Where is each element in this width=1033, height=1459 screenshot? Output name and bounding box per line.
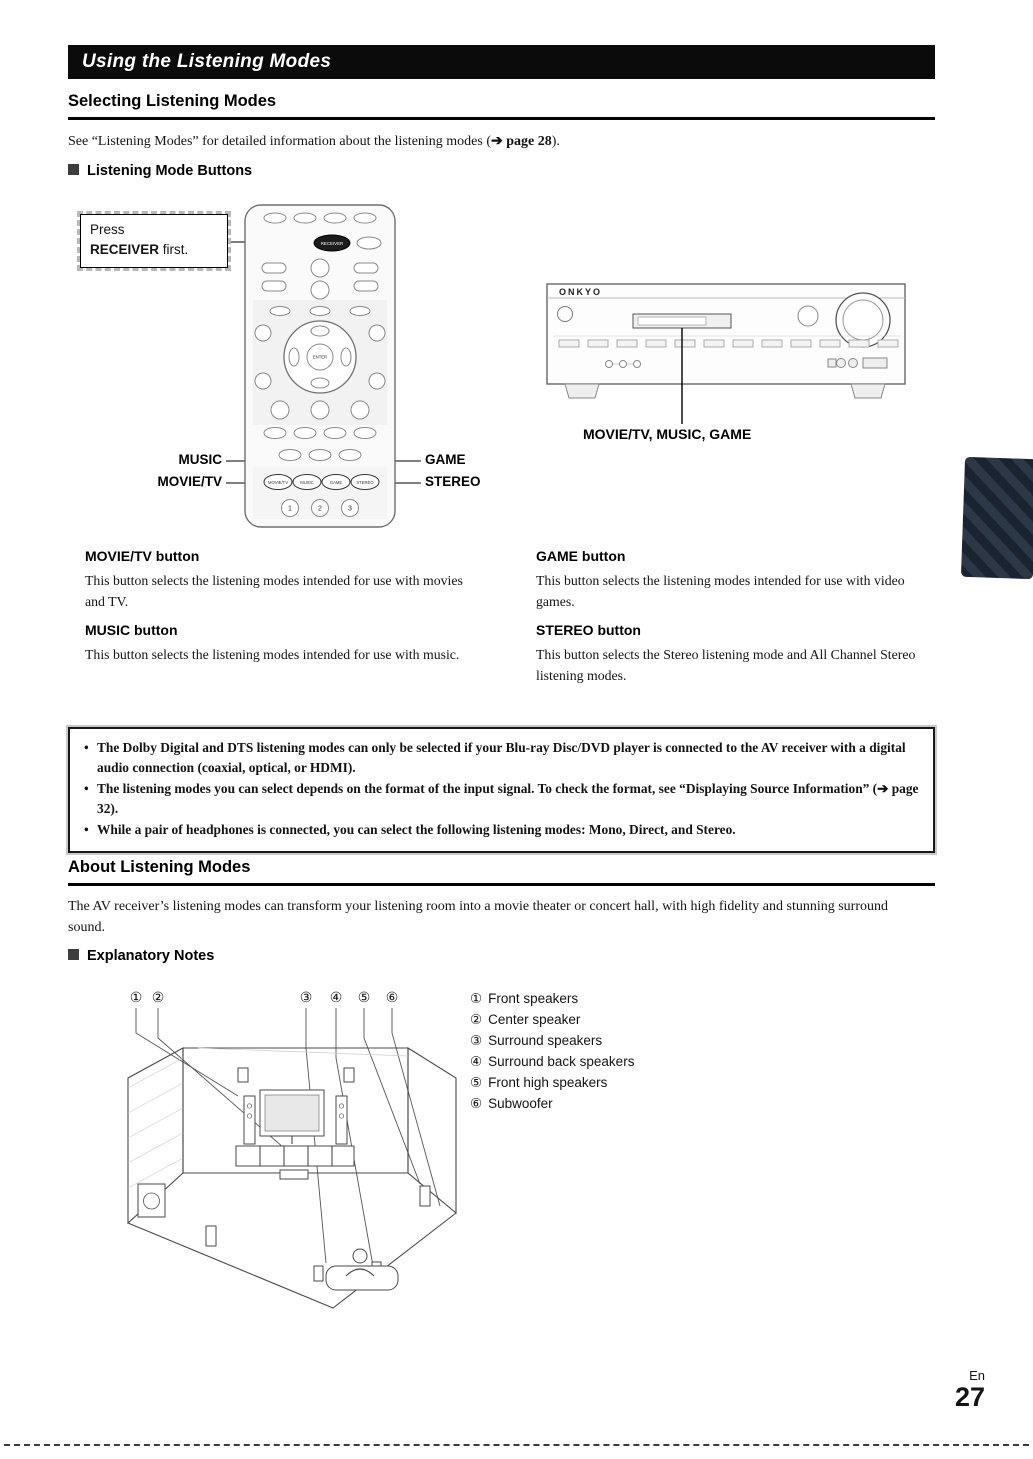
movietv-description-body: This button selects the listening modes intended for use with movies and TV. — [85, 573, 463, 610]
legend-item — [470, 1030, 634, 1051]
section-square-icon — [68, 949, 79, 960]
music-description-body: This button selects the listening modes intended for use with music. — [85, 647, 460, 662]
legend-item — [470, 1093, 634, 1114]
legend-label: Surround speakers — [488, 1033, 603, 1048]
legend-label: Front speakers — [488, 991, 579, 1006]
stereo-description-body: This button selects the Stereo listening mode and All Channel Stereo listening modes. — [536, 647, 916, 684]
legend-item — [470, 988, 634, 1009]
legend-number: ① — [470, 991, 483, 1006]
note-item — [82, 738, 921, 778]
legend-number: ③ — [470, 1033, 483, 1048]
game-description-body: This button selects the listening modes intended for use with video games. — [536, 573, 905, 610]
legend-number: ⑤ — [470, 1075, 483, 1090]
up-arrow-button — [311, 326, 329, 336]
page-28-reference: ➔ page 28 — [491, 134, 552, 149]
surround-speakers — [206, 1186, 430, 1246]
press-receiver-callout — [80, 214, 228, 268]
intro-paragraph — [68, 131, 935, 152]
music-description-title: MUSIC button — [85, 622, 178, 638]
page-footer — [880, 1368, 985, 1411]
subheading-label: Listening Mode Buttons — [87, 163, 253, 179]
movietv-description — [85, 548, 485, 613]
game-label: GAME — [425, 452, 466, 467]
game-description — [536, 548, 936, 613]
heading-rule — [68, 883, 935, 886]
music-description — [85, 622, 485, 665]
legend-number: ② — [470, 1012, 483, 1027]
down-arrow-button — [311, 378, 329, 388]
remote-illustration — [245, 205, 395, 527]
left-arrow-button — [289, 348, 299, 366]
legend-number: ④ — [470, 1054, 483, 1069]
callout-rest: first. — [159, 242, 189, 258]
movietv-description-title: MOVIE/TV button — [85, 548, 200, 564]
bullet-icon: • — [84, 740, 89, 755]
speaker-legend — [470, 988, 634, 1114]
note-item — [82, 779, 921, 819]
note-text: The listening modes you can select depends on the format of the input signal. To check the format, see “Displaying Source Information” (➔ page 32). — [97, 781, 919, 817]
note-text: While a pair of headphones is connected, you can select the following listening modes: Mono, Direct, and Stereo. — [97, 822, 736, 838]
receiver-illustration — [545, 276, 910, 428]
volume-knob — [836, 293, 890, 347]
stereo-button-label: STEREO — [356, 479, 374, 485]
speaker-room-diagram — [88, 978, 473, 1318]
bullet-icon: • — [84, 822, 89, 838]
digit-3-label: 3 — [348, 505, 352, 513]
section-banner: Using the Listening Modes — [68, 45, 935, 79]
legend-item — [470, 1051, 634, 1072]
subheading-listening-mode-buttons — [68, 163, 252, 179]
heading-about-listening-modes: About Listening Modes — [68, 858, 251, 876]
legend-number: ⑥ — [470, 1096, 483, 1111]
receiver-caption: MOVIE/TV, MUSIC, GAME — [583, 426, 752, 442]
movietv-label: MOVIE/TV — [157, 474, 222, 489]
callout-line1: Press — [90, 222, 125, 237]
legend-label: Center speaker — [488, 1012, 581, 1027]
bottom-dashed-divider — [4, 1444, 1029, 1446]
stereo-description-title: STEREO button — [536, 622, 641, 638]
center-speaker — [280, 1170, 308, 1179]
leader-line-1 — [136, 1008, 238, 1096]
subheading-label: Explanatory Notes — [87, 948, 215, 964]
subwoofer — [138, 1184, 165, 1217]
note-item — [82, 820, 921, 840]
input-knob — [798, 306, 818, 326]
stereo-label: STEREO — [425, 474, 481, 489]
legend-label: Surround back speakers — [488, 1054, 635, 1069]
diagram-number-4: ④ — [329, 989, 343, 1005]
heading-rule — [68, 117, 935, 120]
receiver-foot-right — [851, 384, 885, 398]
power-button — [558, 307, 573, 322]
note-text: The Dolby Digital and DTS listening modes can only be selected if your Blu-ray Disc/DVD player is connected to the AV receiver with a digital audio connection (coaxial, optical, or HDMI). — [97, 740, 906, 776]
digit-1-label: 1 — [288, 505, 292, 513]
callout-line2 — [90, 240, 218, 260]
about-paragraph: The AV receiver’s listening modes can transform your listening room into a movie theater or concert hall, with high fidelity and stunning surround sound. — [68, 899, 888, 935]
enter-button-label: ENTER — [312, 354, 328, 360]
right-arrow-button — [341, 348, 351, 366]
game-description-title: GAME button — [536, 548, 626, 564]
diagram-number-3: ③ — [299, 989, 313, 1005]
stereo-description — [536, 622, 936, 687]
directional-pad — [284, 321, 356, 393]
digit-2-label: 2 — [318, 505, 322, 513]
heading-selecting-listening-modes: Selecting Listening Modes — [68, 92, 277, 110]
page-number: 27 — [954, 1382, 985, 1412]
game-button-label: GAME — [329, 479, 343, 485]
notes-box — [68, 727, 935, 853]
music-button-label: MUSIC — [300, 479, 314, 485]
section-square-icon — [68, 164, 79, 175]
language-label: En — [969, 1368, 985, 1383]
music-label: MUSIC — [178, 452, 222, 467]
intro-suffix: ). — [551, 134, 560, 149]
receiver-foot-left — [565, 384, 599, 398]
scan-artifact — [961, 457, 1033, 579]
diagram-number-5: ⑤ — [357, 989, 371, 1005]
diagram-number-6: ⑥ — [385, 989, 399, 1005]
legend-item — [470, 1072, 634, 1093]
legend-item — [470, 1009, 634, 1030]
leader-line-6 — [392, 1008, 440, 1206]
movietv-button-label: MOVIE/TV — [267, 479, 289, 485]
subheading-explanatory-notes — [68, 948, 214, 964]
front-high-speakers — [238, 1068, 354, 1082]
legend-label: Front high speakers — [488, 1075, 608, 1090]
diagram-number-2: ② — [151, 989, 165, 1005]
brand-logo: ONKYO — [559, 287, 603, 297]
receiver-button-label: RECEIVER — [320, 241, 344, 246]
diagram-number-1: ① — [129, 989, 143, 1005]
legend-label: Subwoofer — [488, 1096, 553, 1111]
listener-illustration — [326, 1249, 398, 1290]
intro-text: See “Listening Modes” for detailed information about the listening modes ( — [68, 134, 492, 149]
callout-receiver-word: RECEIVER — [90, 242, 160, 258]
bullet-icon: • — [84, 781, 89, 797]
